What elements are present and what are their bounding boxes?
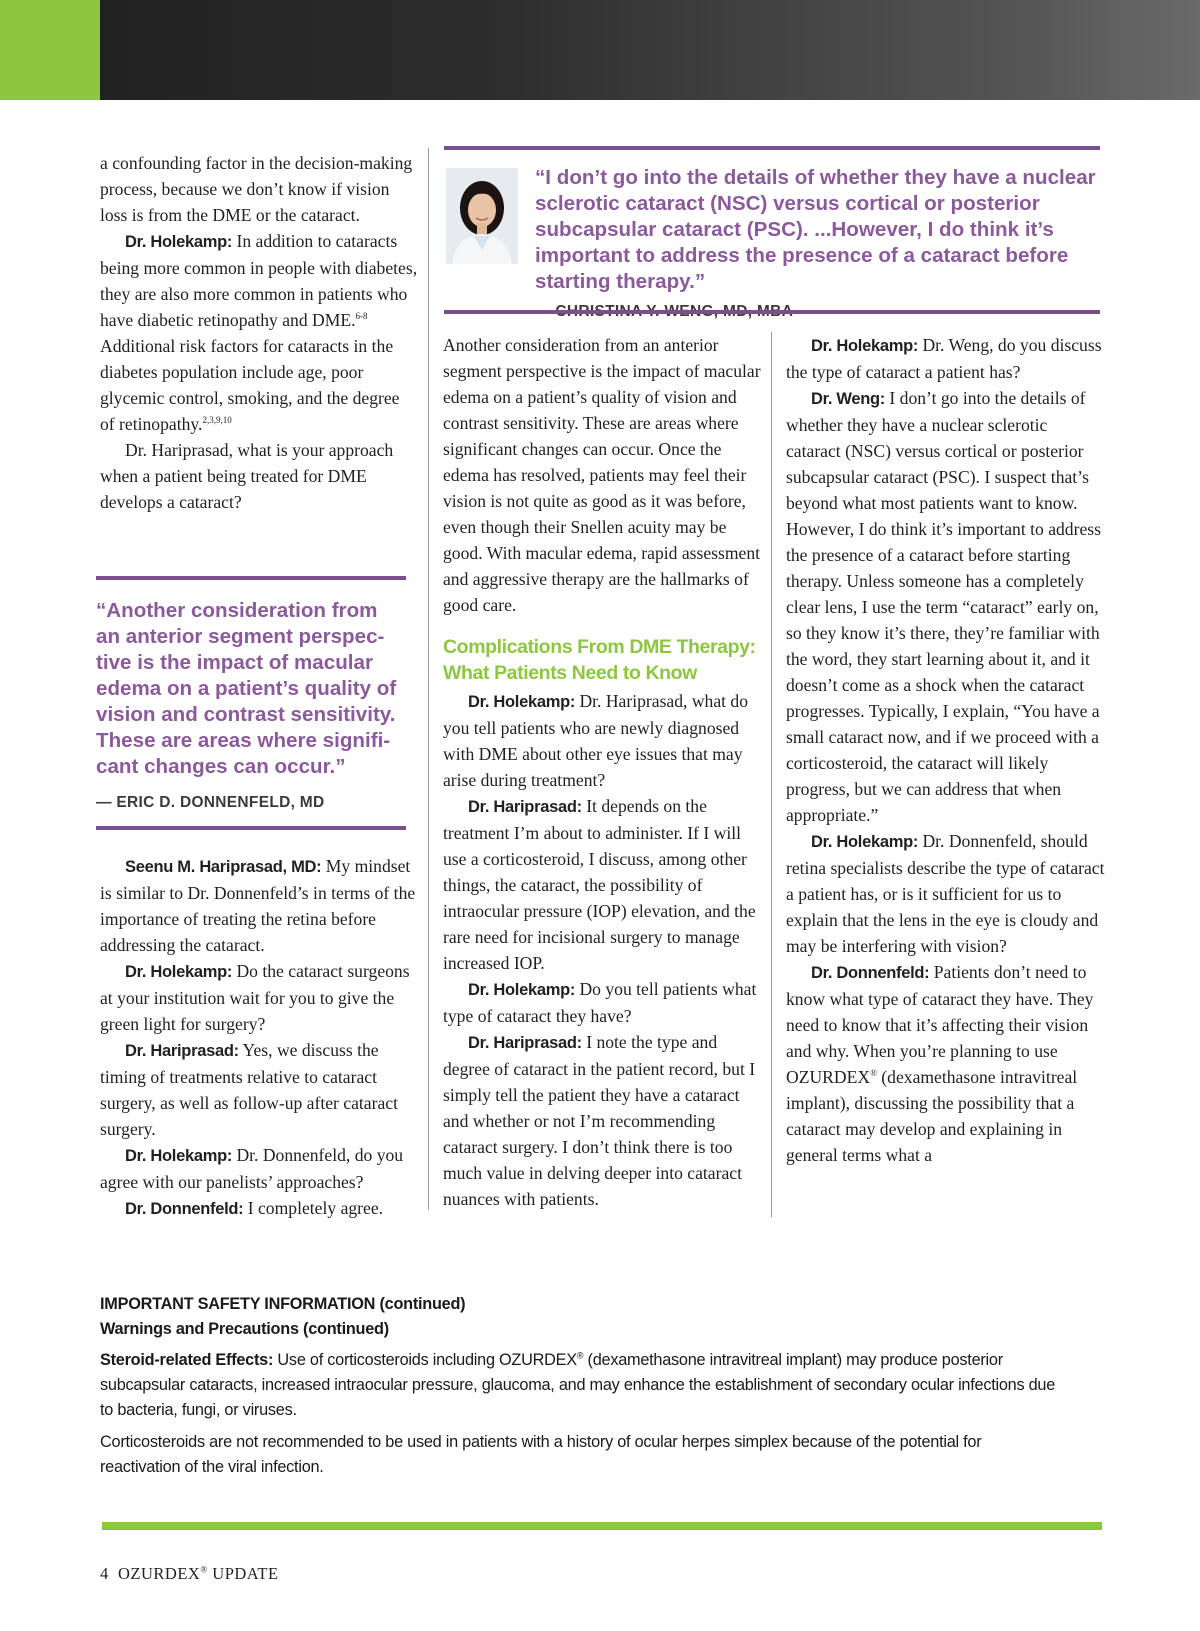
col3-paragraph-4: Dr. Donnenfeld: Patients don’t need to know what type of cataract they have. They need to know that it’s affecting their vision and why. When you’re planning to use OZURDEX® (dexamethasone intravitreal implant), discussing the possibility that a cataract may develop and explaining in general terms what a xyxy=(786,962,1094,1165)
col1-paragraph-6: Dr. Hariprasad: Yes, we discuss the timing of treatments relative to cataract surgery, as well as follow-up after cataract surgery. xyxy=(100,1040,398,1139)
column-divider-2 xyxy=(771,332,772,1217)
speaker-label: Dr. Weng: xyxy=(811,390,885,408)
speaker-label: Dr. Donnenfeld: xyxy=(811,964,930,982)
quote-left-top-rule xyxy=(96,576,406,580)
col1-paragraph-4: Seenu M. Hariprasad, MD: My mindset is similar to Dr. Donnenfeld’s in terms of the importance of treating the retina before addressing the cataract. xyxy=(100,856,416,955)
col1-paragraph-7: Dr. Holekamp: Dr. Donnenfeld, do you agree with our panelists’ approaches? xyxy=(100,1145,404,1192)
pull-quote-weng xyxy=(535,165,1135,325)
col2-paragraph-2: Dr. Holekamp: Dr. Hariprasad, what do you tell patients who are newly diagnosed with DME about other eye issues that may arise during treatment? xyxy=(443,691,749,790)
christina-weng-portrait xyxy=(446,168,518,264)
registered-mark: ® xyxy=(870,1068,877,1079)
pull-quote-text: “Another consideration from an anterior segment perspec-tive is the impact of macular edema on a patient’s quality of vision and contrast sensitivity. These are areas where signifi-cant changes can occur.” xyxy=(96,599,397,778)
speaker-label: Dr. Donnenfeld: xyxy=(125,1200,244,1218)
quote-top-top-rule xyxy=(444,146,1100,150)
col1-paragraph-3: Dr. Hariprasad, what is your approach when a patient being treated for DME develops a cataract? xyxy=(100,440,394,512)
column-divider-1 xyxy=(428,148,429,1210)
col2-paragraph-4: Dr. Holekamp: Do you tell patients what type of cataract they have? xyxy=(443,979,757,1026)
speaker-label: Dr. Holekamp: xyxy=(811,833,919,851)
col1-paragraph-5: Dr. Holekamp: Do the cataract surgeons at your institution wait for you to give the green light for surgery? xyxy=(100,961,410,1034)
publication-title: OZURDEX xyxy=(118,1564,201,1583)
footer-green-rule xyxy=(102,1522,1102,1530)
header-banner xyxy=(0,0,1200,100)
safety-subheading: Warnings and Precautions (continued) xyxy=(100,1320,389,1338)
speaker-label: Dr. Holekamp: xyxy=(125,233,233,251)
page-number: 4 xyxy=(100,1564,109,1583)
col1-paragraph-1: a confounding factor in the decision-making process, because we don’t know if vision loss is from the DME or the cataract. xyxy=(100,153,413,225)
speaker-label: Dr. Hariprasad: xyxy=(125,1042,239,1060)
col1-paragraph-2: Dr. Holekamp: In addition to cataracts being more common in people with diabetes, they are also more common in patients who have diabetic retinopathy and DME.$^{6-8}$ Additional risk factors for cataracts in the diabetes population include age, poor glycemic control, smoking, and the degree of retinopathy.$^{2,3,9,10}$ xyxy=(100,231,418,434)
col2-paragraph-5: Dr. Hariprasad: I note the type and degree of cataract in the patient record, but I simply tell the patient they have a cataract and whether or not I’m recommending cataract surgery. I don’t think there is too much value in delving deeper into cataract nuances with patients. xyxy=(443,1032,756,1209)
speaker-label: Dr. Holekamp: xyxy=(811,337,919,355)
important-safety-information xyxy=(100,1292,1060,1480)
registered-mark: ® xyxy=(576,1350,584,1361)
quote-left-bottom-rule xyxy=(96,826,406,830)
reference-superscript: 2,3,9,10 xyxy=(202,415,232,426)
section-subheading: Complications From DME Therapy: What Patients Need to Know xyxy=(443,636,756,684)
col2-paragraph-3: Dr. Hariprasad: It depends on the treatment I’m about to administer. If I will use a corticosteroid, I discuss, among other things, the cataract, the possibility of intraocular pressure (IOP) elevation, and the rare need for incisional surgery to manage increased IOP. xyxy=(443,796,756,973)
speaker-label: Dr. Holekamp: xyxy=(468,981,576,999)
pull-quote-donnenfeld xyxy=(96,598,406,816)
safety-heading: IMPORTANT SAFETY INFORMATION (continued) xyxy=(100,1295,466,1313)
pull-quote-attribution: — ERIC D. DONNENFELD, MD xyxy=(96,794,325,811)
speaker-label: Dr. Holekamp: xyxy=(468,693,576,711)
column-1-lower xyxy=(100,853,418,1222)
column-2 xyxy=(443,332,763,1212)
speaker-label: Dr. Hariprasad: xyxy=(468,798,582,816)
speaker-label: Dr. Holekamp: xyxy=(125,1147,233,1165)
speaker-label: Seenu M. Hariprasad, MD: xyxy=(125,858,322,876)
quote-top-bottom-rule xyxy=(444,310,1100,314)
col2-paragraph-1: Another consideration from an anterior segment perspective is the impact of macular edema on a patient’s quality of vision and contrast sensitivity. These are areas where significant changes can occur. Once the edema has resolved, patients may feel their vision is not quite as good as it was before, even though their Snellen acuity may be good. With macular edema, rapid assessment and aggressive therapy are the hallmarks of good care. xyxy=(443,335,761,615)
col3-paragraph-3: Dr. Holekamp: Dr. Donnenfeld, should retina specialists describe the type of cataract a patient has, or is it sufficient for us to explain that the lens in the eye is cloudy and may be interfering with vision? xyxy=(786,831,1105,956)
column-1 xyxy=(100,150,418,515)
header-green-block xyxy=(0,0,100,100)
column-3 xyxy=(786,332,1106,1168)
safety-paragraph-2: Corticosteroids are not recommended to be used in patients with a history of ocular herpes simplex because of the potential for reactivation of the viral infection. xyxy=(100,1433,982,1476)
col3-paragraph-1: Dr. Holekamp: Dr. Weng, do you discuss the type of cataract a patient has? xyxy=(786,335,1102,382)
safety-paragraph-1: Steroid-related Effects: Use of corticosteroids including OZURDEX® (dexamethasone intravitreal implant) may produce posterior subcapsular cataracts, increased intraocular pressure, glaucoma, and may enhance the establishment of secondary ocular infections due to bacteria, fungi, or viruses. xyxy=(100,1350,1056,1419)
col1-paragraph-8: Dr. Donnenfeld: I completely agree. xyxy=(125,1198,384,1218)
reference-superscript: 6-8 xyxy=(355,311,368,322)
speaker-label: Dr. Hariprasad: xyxy=(468,1034,582,1052)
col3-paragraph-2: Dr. Weng: I don’t go into the details of whether they have a nuclear sclerotic cataract (NSC) versus cortical or posterior subcapsular cataract (PSC). I suspect that’s beyond what most patients want to know. However, I do think it’s important to address the presence of a cataract before starting therapy. Unless someone has a completely clear lens, I use the term “cataract” early on, so they know it’s there, they’re familiar with the word, they start learning about it, and it doesn’t come as a shock when the cataract progresses. Typically, I explain, “You have a small cataract now, and if we proceed with a corticosteroid, the cataract will likely progress, but we can address that when appropriate.” xyxy=(786,388,1101,825)
portrait-icon xyxy=(446,168,518,264)
speaker-label: Dr. Holekamp: xyxy=(125,963,233,981)
page-footer: 4 OZURDEX® UPDATE xyxy=(100,1564,279,1583)
pull-quote-text: “I don’t go into the details of whether they have a nuclear sclerotic cataract (NSC) versus cortical or posterior subcapsular cataract (PSC). ...However, I do think it’s important to address the presence of a cataract before starting therapy.” xyxy=(535,166,1096,293)
